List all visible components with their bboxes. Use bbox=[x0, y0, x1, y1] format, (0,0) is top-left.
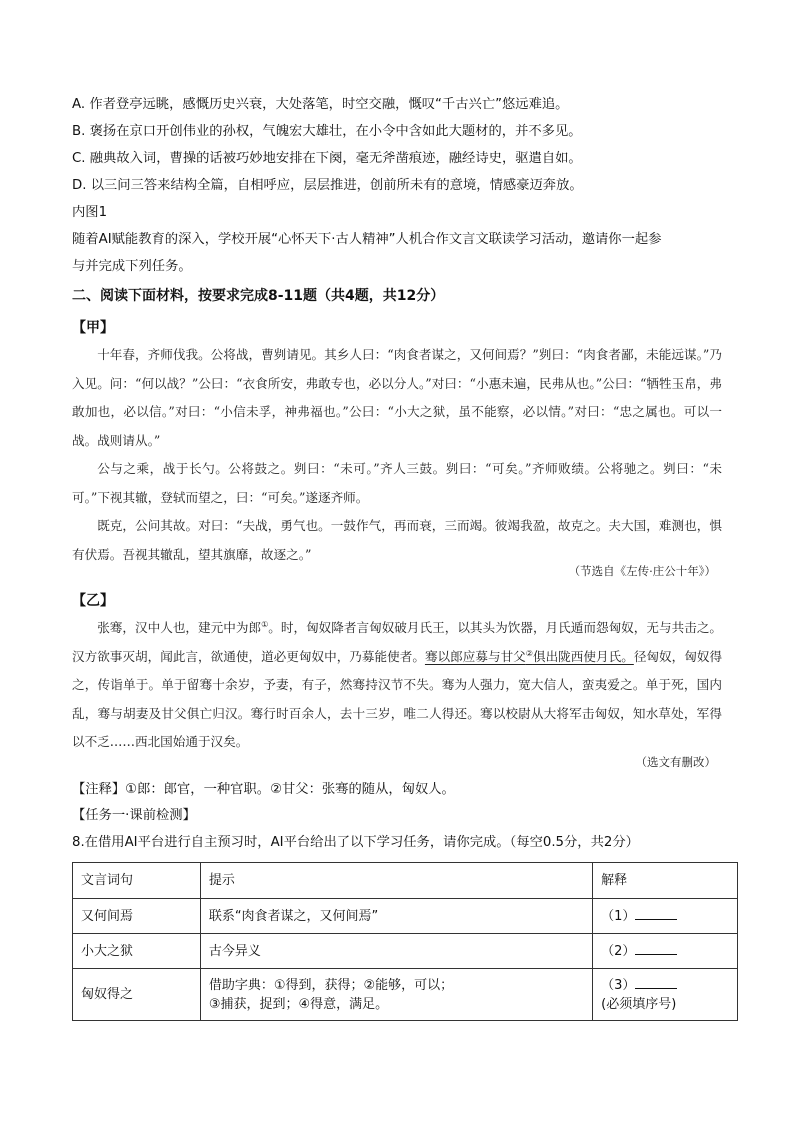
table-row bbox=[73, 969, 738, 1021]
underlined-sentence bbox=[425, 649, 634, 664]
option-d: D. 以三问三答来结构全篇，自相呼应，层层推进，创前所未有的意境，情感豪迈奔放。 bbox=[72, 178, 583, 193]
passage-jia-paragraph-3: 既克，公问其故。对曰：“夫战，勇气也。一鼓作气，再而衰，三而竭。彼竭我盈，故克之。夫大国，难测也，惧有伏焉。吾视其辙乱，望其旗靡，故逐之。” bbox=[72, 518, 722, 562]
yi-text-a: 张骞，汉中人也，建元中为郎 bbox=[97, 620, 262, 635]
answer-blank-1[interactable] bbox=[635, 906, 677, 920]
yi-text-b: 。时，匈奴降者言匈奴破月氏王，以其头为饮器，月氏遁而怨匈奴，无与共击之。汉方欲事灭胡，闻此言，欲通使，道必更匈奴中，乃募能使者。 bbox=[72, 620, 723, 664]
answer-cell bbox=[593, 934, 738, 969]
option-a: A. 作者登亭远眺，感慨历史兴衰，大处落笔，时空交融，慨叹“千古兴亡”悠远难追。 bbox=[72, 97, 569, 112]
row-hint bbox=[200, 969, 592, 1021]
header-answer: 解释 bbox=[593, 863, 738, 899]
yi-underlined-part-1: 骞以郎应募与甘父 bbox=[424, 648, 526, 664]
table-row bbox=[73, 899, 738, 934]
answer-number: （3） bbox=[601, 978, 636, 993]
answer-cell bbox=[593, 969, 738, 1021]
row-hint-line-2: ③捕获，捉到；④得意，满足。 bbox=[208, 996, 389, 1012]
row-hint: 联系“肉食者谋之，又何间焉” bbox=[200, 899, 592, 934]
row-phrase: 匈奴得之 bbox=[73, 969, 201, 1021]
row-phrase: 又何间焉 bbox=[73, 899, 201, 934]
option-c: C. 融典故入词，曹操的话被巧妙地安排在下阕，毫无斧凿痕迹，融经诗史，驱遣自如。 bbox=[72, 151, 582, 166]
passage-yi-paragraph bbox=[72, 614, 722, 757]
passage-yi-label: 【乙】 bbox=[72, 593, 114, 609]
answer-number: （1） bbox=[601, 909, 636, 924]
task-title: 【任务一·课前检测】 bbox=[72, 808, 196, 823]
section-title: 二、阅读下面材料，按要求完成8-11题（共4题，共12分） bbox=[72, 288, 445, 304]
passage-jia-source: （节选自《左传·庄公十年》） bbox=[568, 564, 716, 578]
answer-note: (必须填序号) bbox=[601, 997, 677, 1012]
passage-jia bbox=[72, 341, 722, 569]
intro-line-1: 随着AI赋能教育的深入，学校开展“心怀天下·古人精神”人机合作文言文联读学习活动，邀请你一起参 bbox=[72, 232, 662, 247]
header-hint: 提示 bbox=[200, 863, 592, 899]
answer-number: （2） bbox=[601, 944, 636, 959]
yi-underlined-part-2: 俱出陇西使月氏。 bbox=[532, 648, 634, 664]
row-hint: 古今异义 bbox=[200, 934, 592, 969]
passage-jia-label: 【甲】 bbox=[72, 320, 114, 336]
annotation-note: 【注释】①郎：郎官，一种官职。②甘父：张骞的随从，匈奴人。 bbox=[72, 782, 455, 797]
passage-jia-paragraph-2: 公与之乘，战于长勺。公将鼓之。刿曰：“未可。”齐人三鼓。刿曰：“可矣。”齐师败绩。公将驰之。刿曰：“未可。”下视其辙，登轼而望之，曰：“可矣。”遂逐齐师。 bbox=[72, 461, 722, 505]
yi-text-c: 径匈奴，匈奴得之，传诣单于。单于留骞十余岁，予妻，有子，然骞持汉节不失。骞为人强力，宽大信人，蛮夷爱之。单于死，国内乱，骞与胡妻及甘父俱亡归汉。骞行时百余人，去十三岁，唯二人得还。骞以校尉从大将军击匈奴，知水草处，军得以不乏……西北国始通于汉矣。 bbox=[72, 648, 723, 749]
footnote-marker-1: ① bbox=[261, 619, 269, 629]
inner-figure-label: 内图1 bbox=[72, 205, 108, 220]
passage-yi bbox=[72, 614, 722, 757]
row-hint-line-1: 借助字典：①得到，获得；②能够，可以； bbox=[208, 977, 454, 993]
question-8: 8.在借用AI平台进行自主预习时，AI平台给出了以下学习任务，请你完成。（每空0.5分，共2分） bbox=[72, 835, 639, 850]
answer-blank-2[interactable] bbox=[635, 941, 677, 955]
footnote-marker-2: ② bbox=[525, 648, 533, 658]
option-b: B. 褒扬在京口开创伟业的孙权，气魄宏大雄壮，在小令中含如此大题材的，并不多见。 bbox=[72, 124, 582, 139]
table-row bbox=[73, 934, 738, 969]
header-phrase: 文言词句 bbox=[73, 863, 201, 899]
passage-jia-paragraph-1: 十年春，齐师伐我。公将战，曹刿请见。其乡人曰：“肉食者谋之，又何间焉？”刿曰：“肉食者鄙，未能远谋。”乃入见。问：“何以战？”公曰：“衣食所安，弗敢专也，必以分人。”对曰：“小惠未遍，民弗从也。”公曰：“牺牲玉帛，弗敢加也，必以信。”对曰：“小信未孚，神弗福也。”公曰：“小大之狱，虽不能察，必以情。”对曰：“忠之属也。可以一战。战则请从。” bbox=[72, 347, 722, 448]
passage-yi-source: （选文有删改） bbox=[635, 755, 716, 769]
intro-line-2: 与并完成下列任务。 bbox=[72, 259, 192, 274]
row-phrase: 小大之狱 bbox=[73, 934, 201, 969]
answer-blank-3[interactable] bbox=[635, 975, 677, 989]
task-table bbox=[72, 862, 738, 1021]
answer-cell bbox=[593, 899, 738, 934]
table-header-row bbox=[73, 863, 738, 899]
